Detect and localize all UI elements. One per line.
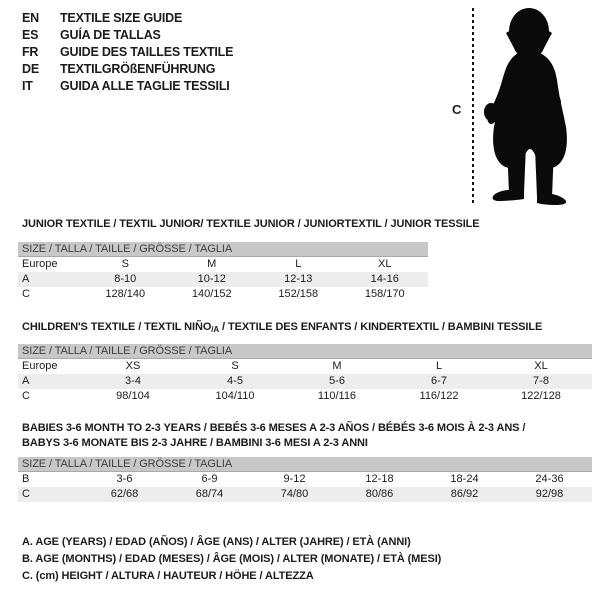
table-cell: 74/80 [280, 488, 309, 500]
footnote-a: A. AGE (YEARS) / EDAD (AÑOS) / ÂGE (ANS) / ALTER (JAHRE) / ETÀ (ANNI) [22, 536, 411, 548]
table-cell: L [295, 258, 302, 270]
table-row [18, 374, 592, 389]
table-cell: S [121, 258, 129, 270]
language-row [22, 27, 233, 44]
row-label: C [22, 390, 30, 402]
table-row [18, 472, 592, 487]
table-row [18, 487, 592, 502]
language-code: DE [22, 62, 39, 76]
size-table-babies [18, 457, 592, 502]
table-cell: 7-8 [533, 375, 549, 387]
section-title-text: JUNIOR TEXTILE / TEXTIL JUNIOR/ TEXTILE JUNIOR / JUNIORTEXTIL / JUNIOR TESSILE [22, 218, 480, 230]
language-label: TEXTILE SIZE GUIDE [60, 11, 183, 25]
language-code: ES [22, 28, 39, 42]
table-cell: M [332, 360, 342, 372]
size-table-junior [18, 242, 428, 302]
table-cell: 10-12 [197, 273, 226, 285]
section-title-text: CHILDREN'S TEXTILE / TEXTIL NIÑO [22, 321, 212, 333]
language-row [22, 78, 233, 95]
table-header-row [18, 359, 592, 374]
baby-silhouette-icon [480, 0, 600, 210]
table-cell: 12-18 [365, 473, 394, 485]
size-bar: SIZE / TALLA / TAILLE / GRÖSSE / TAGLIA [18, 344, 592, 359]
section-title-junior [22, 217, 480, 232]
section-title-subscript: /A [211, 325, 220, 334]
table-cell: M [207, 258, 217, 270]
table-row [18, 272, 428, 287]
table-cell: 140/152 [191, 288, 232, 300]
row-label: A [22, 273, 30, 285]
table-cell: 14-16 [370, 273, 399, 285]
table-cell: 110/116 [317, 390, 357, 402]
language-row [22, 61, 233, 78]
language-code: FR [22, 45, 39, 59]
table-cell: 152/158 [278, 288, 319, 300]
table-cell: 116/122 [419, 390, 459, 402]
table-cell: 62/68 [110, 488, 139, 500]
table-cell: 24-36 [535, 473, 564, 485]
section-title-babies [22, 421, 525, 451]
language-code: IT [22, 79, 33, 93]
table-cell: 122/128 [521, 390, 561, 402]
size-table-children [18, 344, 592, 404]
language-label: TEXTILGRÖßENFÜHRUNG [60, 62, 216, 76]
table-row [18, 389, 592, 404]
table-cell: 5-6 [329, 375, 345, 387]
language-label: GUIDE DES TAILLES TEXTILE [60, 45, 234, 59]
table-cell: 68/74 [195, 488, 224, 500]
table-cell: 92/98 [535, 488, 564, 500]
footnotes [22, 534, 441, 585]
table-cell: XS [125, 360, 141, 372]
table-cell: 18-24 [450, 473, 479, 485]
language-row [22, 44, 233, 61]
table-cell: L [435, 360, 443, 372]
language-label: GUIDA ALLE TAGLIE TESSILI [60, 79, 230, 93]
table-cell: 4-5 [227, 375, 243, 387]
language-label: GUÍA DE TALLAS [60, 28, 161, 42]
table-row [18, 287, 428, 302]
row-label: B [22, 473, 30, 485]
row-label: C [22, 488, 30, 500]
language-row [22, 10, 233, 27]
table-cell: S [231, 360, 239, 372]
section-title-text: BABIES 3-6 MONTH TO 2-3 YEARS / BEBÉS 3-6 MESES A 2-3 AÑOS / BÉBÉS 3-6 MOIS À 2-3 ANS / [22, 422, 526, 434]
table-cell: XL [534, 360, 548, 372]
table-cell: 9-12 [283, 473, 306, 485]
table-cell: 12-13 [284, 273, 313, 285]
table-cell: 3-4 [125, 375, 141, 387]
table-cell: 3-6 [116, 473, 133, 485]
table-cell: 98/104 [116, 390, 150, 402]
height-dashed-line [472, 8, 474, 205]
row-label: A [22, 375, 30, 387]
table-cell: 158/170 [364, 288, 405, 300]
table-cell: 104/110 [215, 390, 255, 402]
table-cell: XL [378, 258, 392, 270]
section-title-children [22, 320, 542, 335]
language-header [22, 10, 233, 95]
table-cell: 80/86 [365, 488, 394, 500]
table-cell: 6-9 [201, 473, 218, 485]
table-cell: 8-10 [114, 273, 137, 285]
size-bar: SIZE / TALLA / TAILLE / GRÖSSE / TAGLIA [18, 242, 428, 257]
row-label: Europe [22, 258, 58, 270]
table-header-row [18, 257, 428, 272]
section-title-text: / TEXTILE DES ENFANTS / KINDERTEXTIL / BAMBINI TESSILE [219, 321, 543, 333]
section-title-line2: BABYS 3-6 MONATE BIS 2-3 JAHRE / BAMBINI 3-6 MESI A 2-3 ANNI [22, 437, 368, 449]
row-label: C [22, 288, 30, 300]
table-cell: 86/92 [450, 488, 479, 500]
footnote-c: C. (cm) HEIGHT / ALTURA / HAUTEUR / HÖHE / ALTEZZA [22, 570, 314, 582]
table-cell: 6-7 [431, 375, 447, 387]
height-label: C [452, 102, 462, 117]
size-bar: SIZE / TALLA / TAILLE / GRÖSSE / TAGLIA [18, 457, 592, 472]
language-code: EN [22, 11, 39, 25]
row-label: Europe [22, 360, 58, 372]
table-cell: 128/140 [105, 288, 146, 300]
footnote-b: B. AGE (MONTHS) / EDAD (MESES) / ÂGE (MOIS) / ALTER (MONATE) / ETÀ (MESI) [22, 553, 442, 565]
